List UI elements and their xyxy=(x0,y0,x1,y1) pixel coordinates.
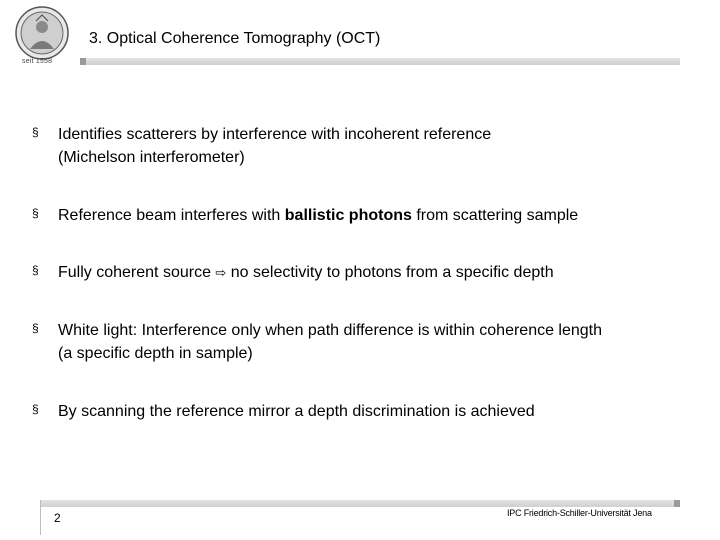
page-number: 2 xyxy=(54,511,61,525)
bullet-marker: § xyxy=(32,206,39,220)
footer-vertical-line xyxy=(40,500,41,535)
bullet-text-part: Fully coherent source xyxy=(58,264,216,281)
footer-divider-accent xyxy=(674,500,680,507)
bullet-marker: § xyxy=(32,321,39,335)
footer-institution: IPC Friedrich-Schiller-Universität Jena xyxy=(507,508,652,518)
bullet-line: (a specific depth in sample) xyxy=(58,345,253,362)
bullet-text xyxy=(58,204,698,227)
slide-title: 3. Optical Coherence Tomography (OCT) xyxy=(89,30,381,47)
bullet-text-part: Reference beam interferes with xyxy=(58,207,285,224)
bullet-line: White light: Interference only when path difference is within coherence length xyxy=(58,322,603,339)
bullet-text xyxy=(58,319,698,365)
footer-divider xyxy=(40,500,680,507)
bullet-emphasis: ballistic photons xyxy=(284,207,412,224)
bullet-text-part: from scattering sample xyxy=(411,207,579,224)
bullet-text xyxy=(58,400,698,423)
bullet-line: (Michelson interferometer) xyxy=(58,149,245,166)
logo-caption: seit 1558 xyxy=(22,58,53,65)
bullet-text xyxy=(58,123,698,169)
bullet-marker: § xyxy=(32,402,39,416)
bullet-line: By scanning the reference mirror a depth discrimination is achieved xyxy=(58,403,535,420)
bullet-marker: § xyxy=(32,125,39,139)
bullet-text-part: no selectivity to photons from a specific depth xyxy=(226,264,554,281)
bullet-line: Identifies scatterers by interference with incoherent reference xyxy=(58,126,492,143)
bullet-marker: § xyxy=(32,263,39,277)
right-arrow-icon: ⇨ xyxy=(215,266,227,281)
bullet-text xyxy=(58,261,698,285)
